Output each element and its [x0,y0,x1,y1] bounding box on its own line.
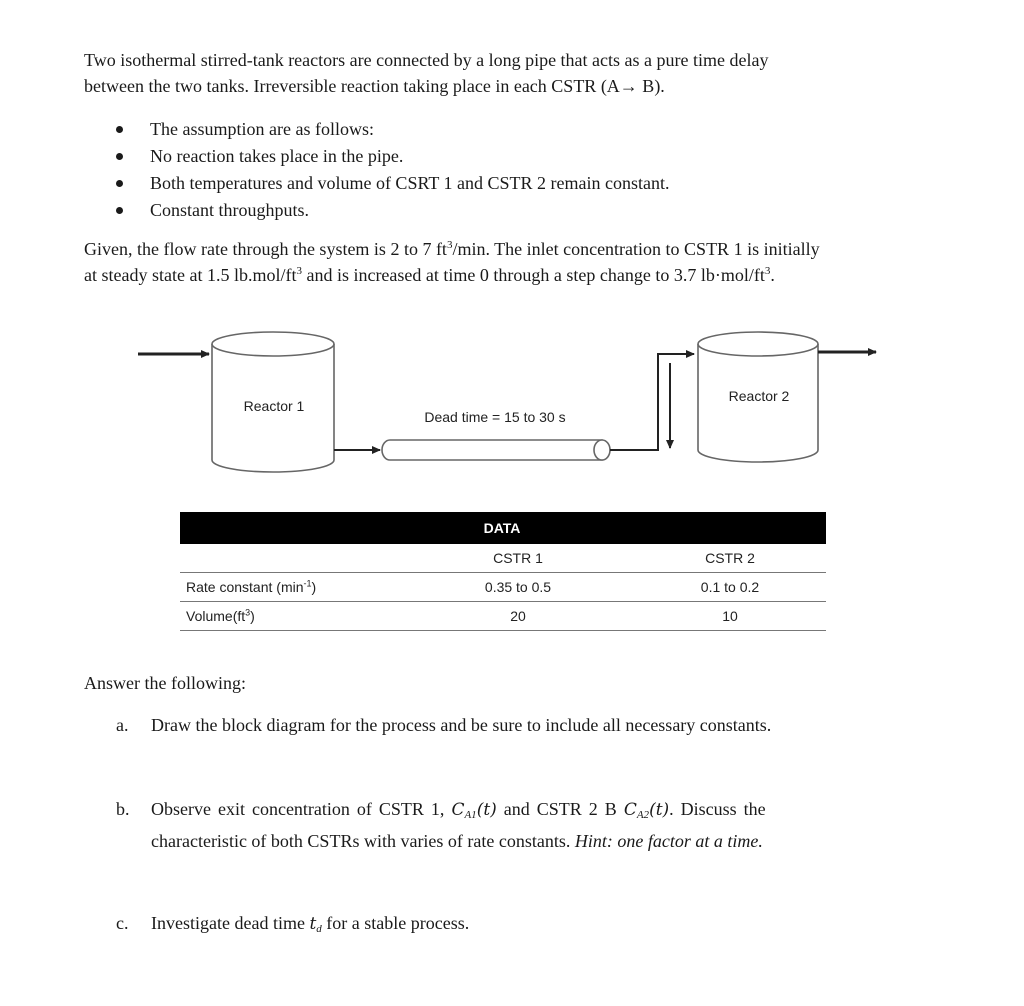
given-line-2: at steady state at 1.5 $lb.mol/ft^3$ and is increased at time 0 through a step change to 3.7 $lb\cdot mol/ft^3$. [84,265,775,285]
table-title: DATA [180,512,826,544]
cell-cstr1: 0.35 to 0.5 [402,573,634,602]
reactor-2-label: Reactor 2 [728,388,790,404]
cell-cstr2: 10 [634,602,826,631]
intro-line-1: Two isothermal stirred-tank reactors are connected by a long pipe that acts as a pure time delay [84,50,769,70]
given-paragraph [84,236,964,288]
question-b-line-2: characteristic of both CSTRs with varies of rate constants. Hint: one factor at a time. [151,831,763,851]
question-b-label: b. [116,799,130,819]
intro-paragraph [84,47,944,99]
cell-cstr1: 20 [402,602,634,631]
question-a [116,712,936,738]
table-cell-empty [180,544,402,573]
row-label: $Volume(ft^3)$ [180,602,402,631]
dead-time-pipe [382,440,610,460]
cell-cstr2: 0.1 to 0.2 [634,573,826,602]
row-label: Rate constant $(\min^{-1})$ [180,573,402,602]
list-item: Both temperatures and volume of CSRT 1 and CSTR 2 remain constant. [112,170,670,197]
question-c-label: c. [116,913,129,933]
table-row [180,602,826,631]
answer-heading: Answer the following: [84,673,246,693]
list-item: The assumption are as follows: [112,116,670,143]
table-header-cstr2: CSTR 2 [634,544,826,573]
pipe-outlet-arrow [610,354,694,450]
question-b [116,796,936,854]
intro-line-2: between the two tanks. Irreversible reaction taking place in each CSTR (A→ B). [84,76,665,96]
question-b-line-1: Observe exit concentration of CSTR 1, CA1(t) and CSTR 2 B CA2(t). Discuss the [151,799,766,821]
question-a-text: Draw the block diagram for the process and be sure to include all necessary constants. [151,715,772,735]
question-a-label: a. [116,715,129,735]
given-line-1: Given, the flow rate through the system is 2 to 7 $ft^3/\min$. The inlet concentration to CSTR 1 is initially [84,239,820,259]
process-diagram [0,318,1024,488]
question-c [116,910,936,942]
data-table [180,512,826,631]
list-item: Constant throughputs. [112,197,670,224]
question-c-text: Investigate dead time td for a stable process. [151,913,470,935]
reactor-1-label: Reactor 1 [243,398,305,414]
hint-text: Hint: one factor at a time. [574,831,763,851]
assumptions-list [112,116,670,224]
table-header-cstr1: CSTR 1 [402,544,634,573]
list-item: No reaction takes place in the pipe. [112,143,670,170]
dead-time-label: Dead time = 15 to 30 s [424,409,566,425]
table-row [180,573,826,602]
